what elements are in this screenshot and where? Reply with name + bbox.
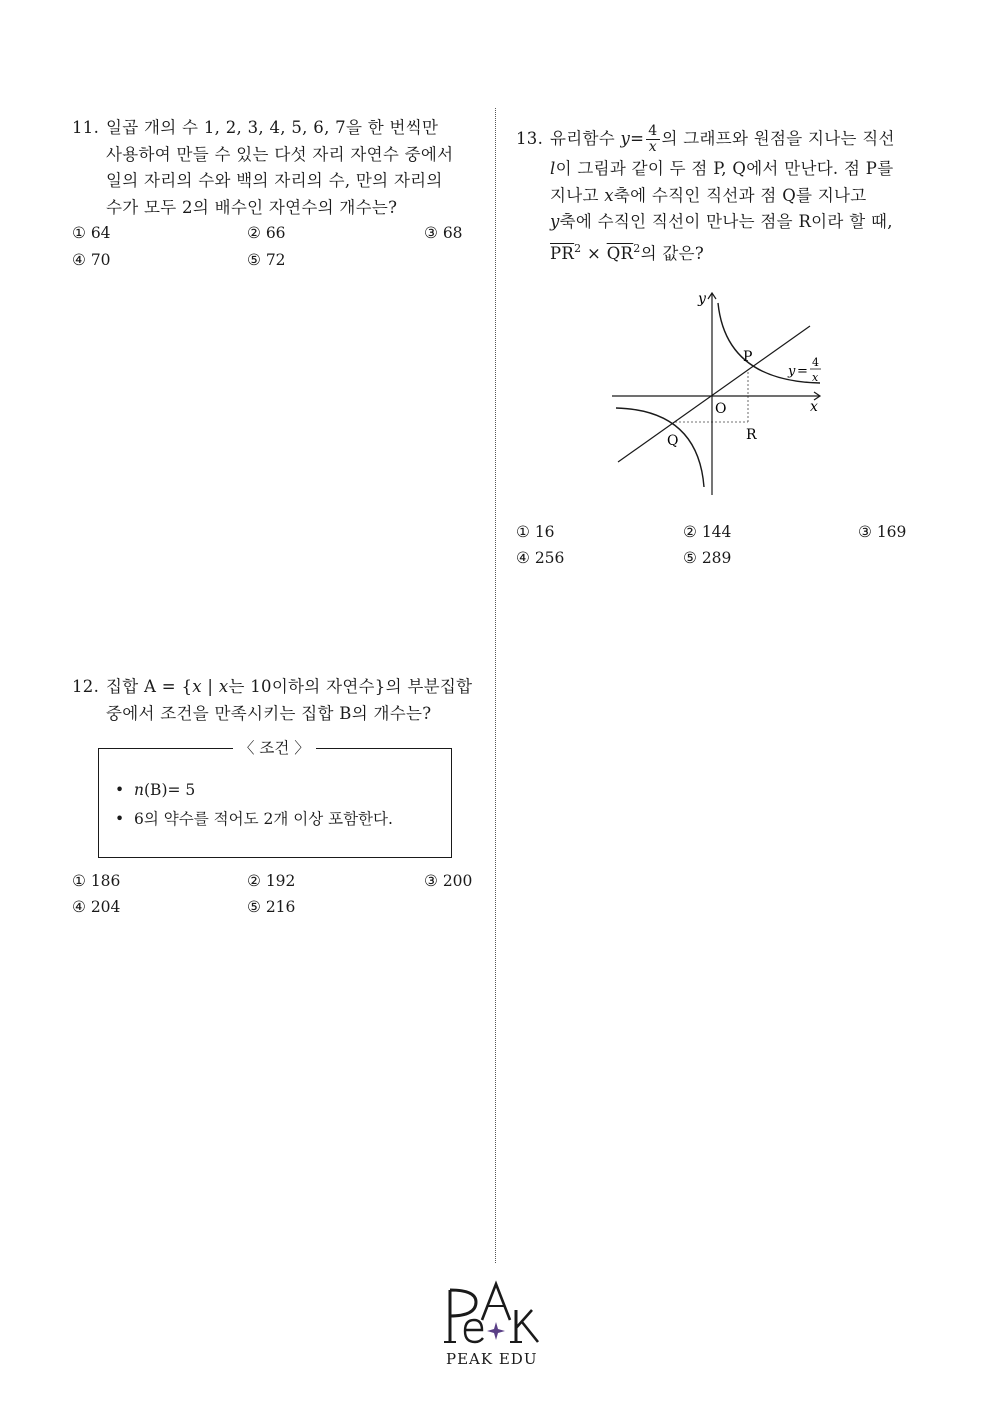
condition-title: 〈 조건 〉 [233, 737, 316, 759]
origin-label: O [715, 401, 727, 417]
question-number: 11. [72, 118, 100, 137]
question-text-line: 일곱 개의 수 1, 2, 3, 4, 5, 6, 7을 한 번씩만 [106, 118, 439, 137]
question-12 [72, 674, 472, 727]
text-fragment: 6의 약수를 적어도 2개 이상 포함한다. [134, 810, 393, 828]
peak-edu-logo [420, 1280, 570, 1375]
peak-logo-mark [420, 1280, 570, 1350]
y-axis-label: y [698, 291, 706, 307]
text-fragment: 축에 수직인 직선이 만나는 점을 R이라 할 때, [559, 212, 893, 231]
text-fragment: (B)= 5 [144, 781, 196, 799]
choice-4[interactable]: ④ 204 [72, 898, 121, 916]
question-text-line: 수가 모두 2의 배수인 자연수의 개수는? [106, 197, 398, 217]
text-fragment: 지나고 [550, 185, 599, 205]
question-number: 12. [72, 677, 100, 696]
question-text-line [106, 674, 472, 701]
math-variable: x [192, 677, 202, 696]
times-sign: × [587, 243, 602, 263]
question-text-line [550, 236, 895, 268]
choice-5[interactable]: ⑤ 289 [683, 549, 732, 567]
question-text-line [550, 183, 895, 210]
curve-label-den: x [812, 371, 819, 384]
curve-label-num: 4 [812, 356, 819, 369]
hyperbola-branch-2 [616, 408, 704, 487]
text-fragment: | [201, 677, 219, 696]
fraction-denominator: x [648, 139, 657, 155]
question-text-line [550, 209, 895, 236]
point-P-label: P [743, 349, 753, 365]
choice-5[interactable]: ⑤ 216 [247, 898, 296, 916]
choice-2[interactable]: ② 66 [247, 224, 286, 242]
bullet: • [115, 810, 125, 828]
bullet: • [115, 781, 125, 799]
math-variable: l [550, 159, 556, 178]
choice-5[interactable]: ⑤ 72 [247, 251, 286, 269]
question-text-line [550, 122, 895, 156]
text-fragment: 의 그래프와 원점을 지나는 직선 [661, 129, 895, 148]
text-fragment: 이 그림과 같이 두 점 P, Q에서 만난다. 점 P를 [555, 159, 894, 178]
choice-2[interactable]: ② 144 [683, 523, 732, 541]
math-variable: y [620, 129, 631, 148]
exponent: 2 [574, 241, 582, 255]
question-number: 13. [516, 129, 544, 148]
choice-3[interactable]: ③ 169 [858, 523, 907, 541]
math-variable: x [218, 677, 229, 696]
question-text-line: 중에서 조건을 만족시키는 집합 B의 개수는? [106, 703, 432, 723]
point-R-label: R [746, 427, 757, 443]
choice-1[interactable]: ① 186 [72, 872, 121, 890]
choice-2[interactable]: ② 192 [247, 872, 296, 890]
choice-3[interactable]: ③ 200 [424, 872, 473, 890]
exponent: 2 [633, 241, 641, 255]
segment-PR: $\overline{PR}$ [550, 243, 575, 263]
curve-label-eq: = [797, 364, 808, 379]
fraction-numerator: 4 [648, 123, 658, 139]
point-Q-label: Q [667, 433, 679, 449]
question-text-line: 일의 자리의 수와 백의 자리의 수, 만의 자리의 [106, 171, 443, 190]
column-divider [495, 108, 496, 1263]
question-11 [72, 115, 453, 221]
text-fragment: 유리함수 [550, 129, 615, 148]
choice-4[interactable]: ④ 256 [516, 549, 565, 567]
q13-graph [600, 285, 840, 505]
text-fragment: 의 값은? [640, 243, 704, 263]
math-variable: y [550, 212, 560, 231]
text-fragment: 집합 A = { [106, 677, 193, 696]
choice-4[interactable]: ④ 70 [72, 251, 111, 269]
text-fragment: 는 10이하의 자연수}의 부분집합 [228, 677, 473, 696]
question-text-line [550, 156, 895, 183]
question-13 [516, 122, 895, 267]
logo-caption: PEAK EDU [446, 1350, 538, 1368]
condition-item [115, 781, 195, 799]
x-axis-label: x [810, 399, 818, 415]
line-l [618, 326, 810, 462]
choice-1[interactable]: ① 16 [516, 523, 555, 541]
text-fragment: = [630, 129, 645, 148]
math-variable: x [604, 185, 614, 205]
text-fragment: 축에 수직인 직선과 점 Q를 지나고 [613, 185, 867, 205]
segment-QR: $\overline{QR}$ [606, 243, 634, 263]
math-variable: n [134, 781, 144, 799]
condition-box [98, 739, 452, 858]
fraction [646, 124, 659, 155]
condition-item [115, 807, 393, 829]
curve-label-y: y [788, 364, 796, 379]
choice-1[interactable]: ① 64 [72, 224, 111, 242]
choice-3[interactable]: ③ 68 [424, 224, 463, 242]
question-text-line: 사용하여 만들 수 있는 다섯 자리 자연수 중에서 [106, 144, 454, 164]
